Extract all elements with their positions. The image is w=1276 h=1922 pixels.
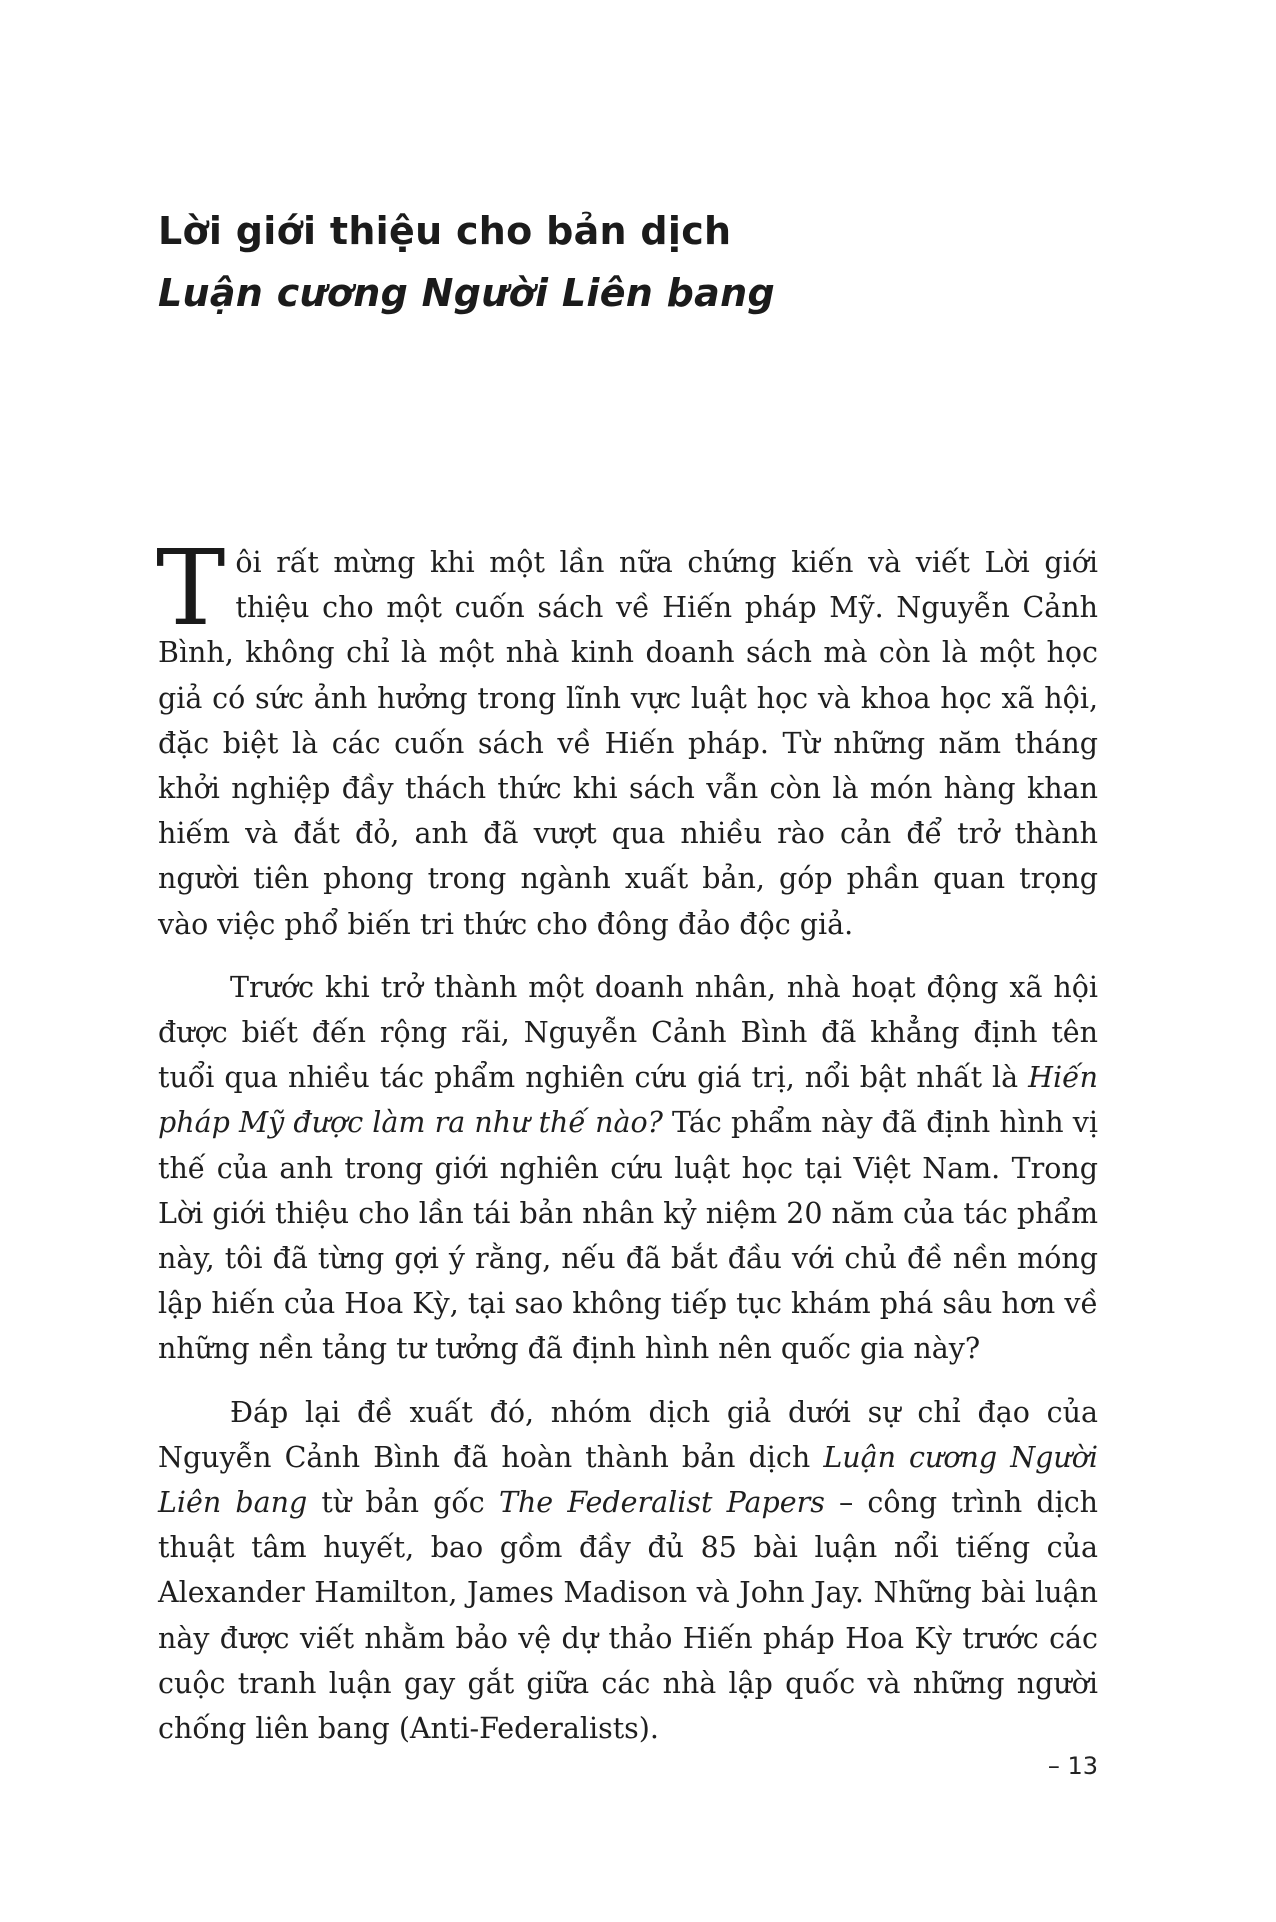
page-number: – 13 bbox=[1047, 1752, 1098, 1780]
paragraph-1-text: ôi rất mừng khi một lần nữa chứng kiến và viết Lời giới thiệu cho một cuốn sách về Hiến pháp Mỹ. Nguyễn Cảnh Bình, không chỉ là một nhà kinh doanh sách mà còn là một học giả có sức ảnh hưởng trong lĩnh vực luật học và khoa học xã hội, đặc biệt là các cuốn sách về Hiến pháp. Từ những năm tháng khởi nghiệp đầy thách thức khi sách vẫn còn là món hàng khan hiếm và đắt đỏ, anh đã vượt qua nhiều rào cản để trở thành người tiên phong trong ngành xuất bản, góp phần quan trọng vào việc phổ biến tri thức cho đông đảo độc giả. bbox=[158, 546, 1098, 941]
book-title-italic: Hiến pháp Mỹ được làm ra như thế nào? bbox=[158, 1061, 1098, 1140]
paragraph-2 bbox=[158, 965, 1098, 1372]
body-text bbox=[156, 527, 1099, 1751]
paragraph-3-text-part3: – công trình dịch thuật tâm huyết, bao gồm đầy đủ 85 bài luận nổi tiếng của Alexander Hamilton, James Madison và John Jay. Những bài luận này được viết nhằm bảo vệ dự thảo Hiến pháp Hoa Kỳ trước các cuộc tranh luận gay gắt giữa các nhà lập quốc và những người chống liên bang (Anti-Federalists). bbox=[158, 1486, 1099, 1746]
chapter-title bbox=[158, 200, 1118, 324]
chapter-title-line2-italic: Luận cương Người Liên bang bbox=[158, 271, 775, 315]
paragraph-2-text-part2: Tác phẩm này đã định hình vị thế của anh trong giới nghiên cứu luật học tại Việt Nam. Trong Lời giới thiệu cho lần tái bản nhân kỷ niệm 20 năm của tác phẩm này, tôi đã từng gợi ý rằng, nếu đã bắt đầu với chủ đề nền móng lập hiến của Hoa Kỳ, tại sao không tiếp tục khám phá sâu hơn về những nền tảng tư tưởng đã định hình nên quốc gia này? bbox=[158, 1106, 1098, 1366]
paragraph-3-text-part1: Đáp lại đề xuất đó, nhóm dịch giả dưới sự chỉ đạo của Nguyễn Cảnh Bình đã hoàn thành bản dịch bbox=[158, 1395, 1098, 1474]
paragraph-3 bbox=[158, 1390, 1098, 1752]
original-title-italic: The Federalist Papers bbox=[498, 1486, 825, 1520]
translation-title-italic: Luận cương Người Liên bang bbox=[158, 1440, 1098, 1520]
paragraph-3-text-part2: từ bản gốc bbox=[307, 1486, 499, 1520]
paragraph-2-text-part1: Trước khi trở thành một doanh nhân, nhà hoạt động xã hội được biết đến rộng rãi, Nguyễn Cảnh Bình đã khẳng định tên tuổi qua nhiều tác phẩm nghiên cứu giá trị, nổi bật nhất là bbox=[158, 970, 1098, 1095]
chapter-title-line1: Lời giới thiệu cho bản dịch bbox=[158, 209, 732, 253]
drop-cap: T bbox=[156, 527, 226, 649]
paragraph-1 bbox=[156, 527, 1098, 947]
